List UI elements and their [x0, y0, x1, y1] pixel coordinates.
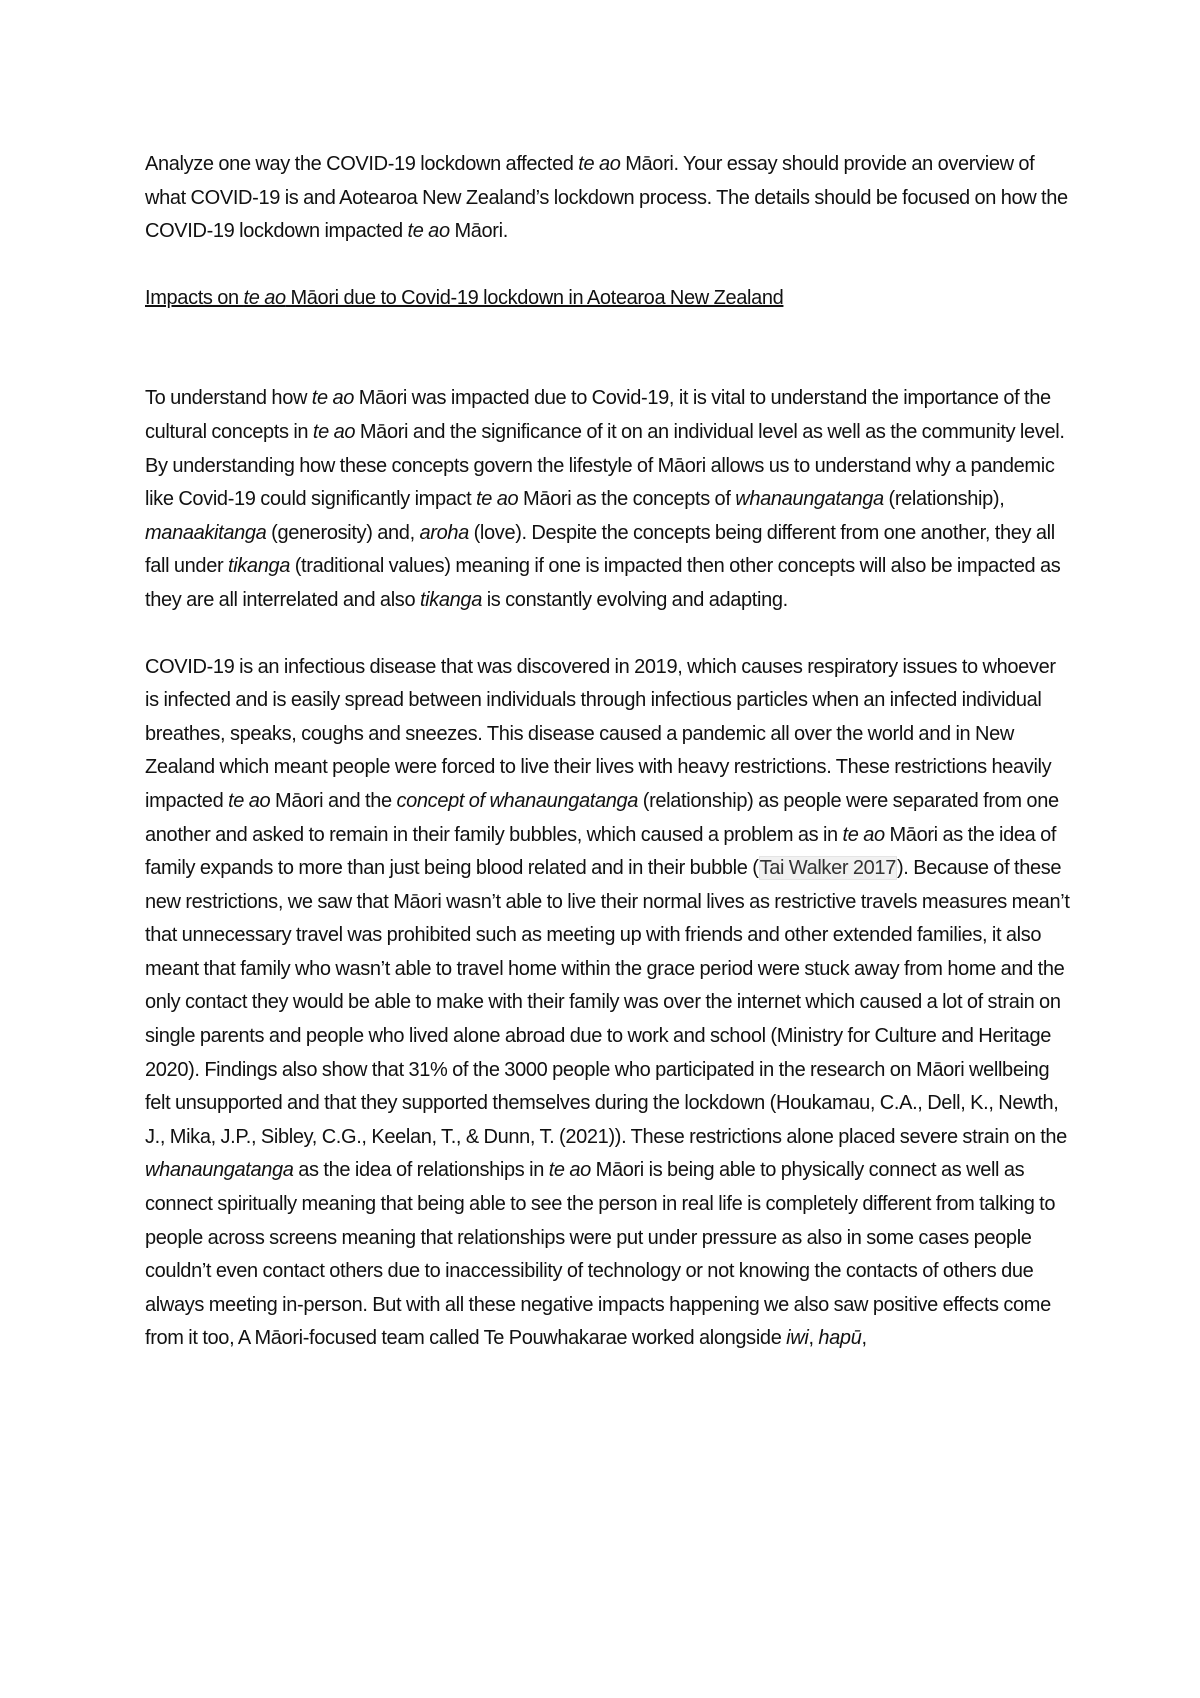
citation-highlight: Tai Walker 2017 — [759, 857, 896, 880]
essay-title: Impacts on te ao Māori due to Covid-19 lockdown in Aotearoa New Zealand — [145, 286, 784, 309]
document-body — [145, 148, 1070, 1356]
paragraph-1: To understand how te ao Māori was impacted due to Covid-19, it is vital to understand the importance of the cultural concepts in te ao Māori and the significance of it on an individual level as well as the community level. By understanding how these concepts govern the lifestyle of Māori allows us to understand why a pandemic like Covid-19 could significantly impact te ao Māori as the concepts of whanaungatanga (relationship), manaakitanga (generosity) and, aroha (love). Despite the concepts being different from one another, they all fall under tikanga (traditional values) meaning if one is impacted then other concepts will also be impacted as they are all interrelated and also tikanga is constantly evolving and adapting. — [145, 387, 1065, 611]
essay-prompt: Analyze one way the COVID-19 lockdown affected te ao Māori. Your essay should provide an overview of what COVID-19 is and Aotearoa New Zealand’s lockdown process. The details should be focused on how the COVID-19 lockdown impacted te ao Māori. — [145, 153, 1068, 243]
paragraph-2: COVID-19 is an infectious disease that was discovered in 2019, which causes respiratory issues to whoever is infected and is easily spread between individuals through infectious particles when an infected individual breathes, speaks, coughs and sneezes. This disease caused a pandemic all over the world and in New Zealand which meant people were forced to live their lives with heavy restrictions. These restrictions heavily impacted te ao Māori and the concept of whanaungatanga (relationship) as people were separated from one another and asked to remain in their family bubbles, which caused a problem as in te ao Māori as the idea of family expands to more than just being blood related and in their bubble (Tai Walker 2017). Because of these new restrictions, we saw that Māori wasn’t able to live their normal lives as restrictive travels measures mean’t that unnecessary travel was prohibited such as meeting up with friends and other extended families, it also meant that family who wasn’t able to travel home within the grace period were stuck away from home and the only contact they would be able to make with their family was over the internet which caused a lot of strain on single parents and people who lived alone abroad due to work and school (Ministry for Culture and Heritage 2020). Findings also show that 31% of the 3000 people who participated in the research on Māori wellbeing felt unsupported and that they supported themselves during the lockdown (Houkamau, C.A., Dell, K., Newth, J., Mika, J.P., Sibley, C.G., Keelan, T., & Dunn, T. (2021)). These restrictions alone placed severe strain on the whanaungatanga as the idea of relationships in te ao Māori is being able to physically connect as well as connect spiritually meaning that being able to see the person in real life is completely different from talking to people across screens meaning that relationships were put under pressure as also in some cases people couldn’t even contact others due to inaccessibility of technology or not knowing the contacts of others due always meeting in-person. But with all these negative impacts happening we also saw positive effects come from it too, A Māori-focused team called Te Pouwhakarae worked alongside iwi, hapū, — [145, 655, 1070, 1350]
